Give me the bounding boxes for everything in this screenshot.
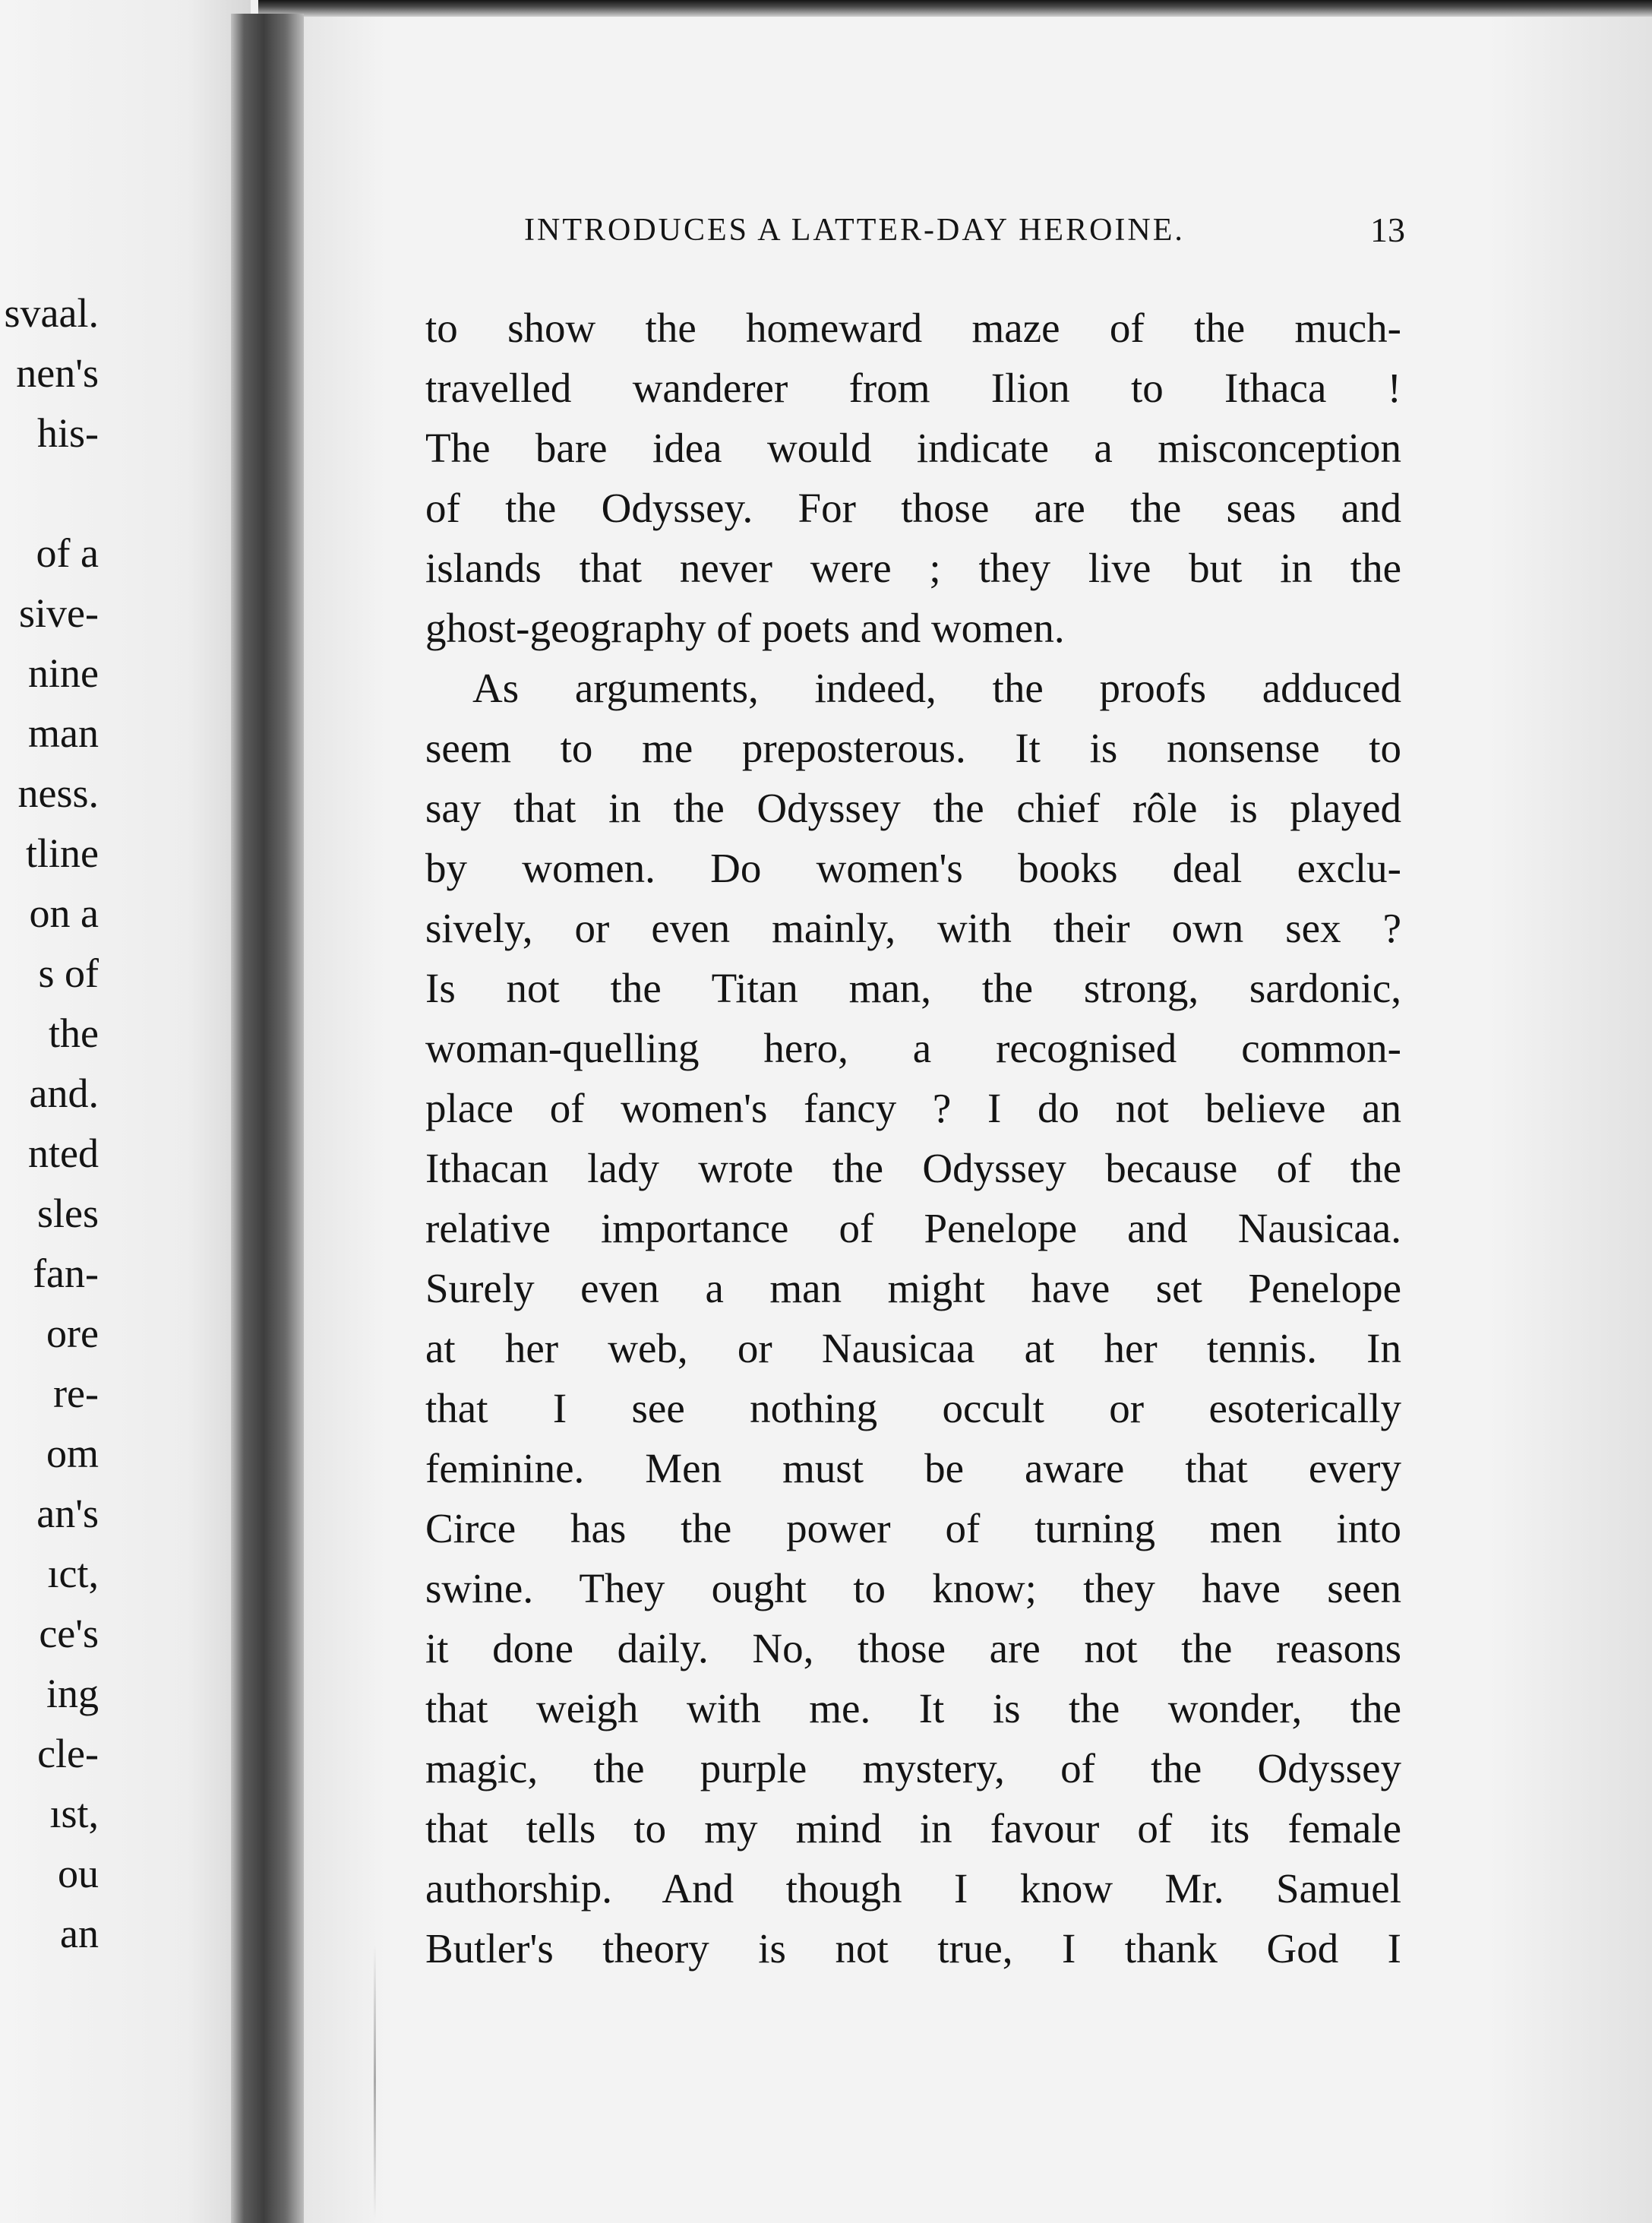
text-line: As arguments, indeed, the proofs adduced (472, 665, 1401, 711)
text-line: sively, or even mainly, with their own sex ? (425, 905, 1401, 951)
running-head (524, 204, 1405, 257)
left-fragment: an (60, 1911, 99, 1956)
text-line: magic, the purple mystery, of the Odyssey (425, 1745, 1401, 1791)
page-crease (374, 1945, 376, 2218)
text-line: travelled wanderer from Ilion to Ithaca ! (425, 365, 1401, 411)
text-line: it done daily. No, those are not the reasons (425, 1625, 1401, 1671)
left-fragment: ness. (17, 770, 99, 816)
left-fragment: ce's (39, 1611, 99, 1656)
left-fragment: tline (26, 830, 99, 876)
left-fragment: on a (29, 890, 99, 936)
left-fragment: ore (46, 1311, 99, 1356)
left-fragment: the (49, 1010, 99, 1056)
left-fragment: fan- (33, 1251, 99, 1296)
left-fragment: sles (37, 1191, 99, 1236)
text-line: Ithacan lady wrote the Odyssey because of the (425, 1145, 1401, 1191)
text-line: of the Odyssey. For those are the seas and (425, 485, 1401, 531)
left-fragment: an's (36, 1491, 99, 1536)
left-fragment: ıst, (49, 1791, 99, 1836)
left-fragment: s of (38, 950, 99, 996)
left-fragment: and. (29, 1070, 99, 1116)
left-fragment: ing (46, 1671, 99, 1716)
left-fragment: nted (28, 1130, 99, 1176)
running-head-title: INTRODUCES A LATTER-DAY HEROINE. (524, 213, 1185, 248)
left-fragment: om (46, 1431, 99, 1476)
text-line: that tells to my mind in favour of its female (425, 1805, 1401, 1851)
left-page-text-fragments (0, 283, 99, 1964)
text-line: Surely even a man might have set Penelope (425, 1265, 1401, 1311)
text-line: Circe has the power of turning men into (425, 1505, 1401, 1551)
left-fragment (0, 463, 99, 523)
left-fragment: ıct, (47, 1551, 99, 1596)
text-line: that I see nothing occult or esoterically (425, 1385, 1401, 1431)
page-top-shadow (258, 0, 1652, 17)
left-page (0, 0, 251, 2223)
text-line: seem to me preposterous. It is nonsense to (425, 725, 1401, 771)
text-line: by women. Do women's books deal exclu- (425, 845, 1401, 891)
text-line: swine. They ought to know; they have seen (425, 1565, 1401, 1611)
left-fragment: svaal. (4, 290, 99, 336)
text-line: ghost-geography of poets and women. (425, 605, 1065, 651)
text-line: Butler's theory is not true, I thank God I (425, 1925, 1401, 1972)
text-line: Is not the Titan man, the strong, sardonic, (425, 965, 1401, 1011)
text-line: say that in the Odyssey the chief rôle is played (425, 785, 1401, 831)
left-fragment: sive- (19, 590, 99, 636)
text-line: feminine. Men must be aware that every (425, 1445, 1401, 1491)
left-fragment: cle- (37, 1731, 99, 1776)
book-spine-gutter (231, 14, 304, 2223)
text-line: relative importance of Penelope and Nausicaa. (425, 1205, 1401, 1251)
text-line: The bare idea would indicate a misconception (425, 425, 1401, 471)
text-line: place of women's fancy ? I do not believe an (425, 1085, 1401, 1131)
left-fragment: of a (36, 530, 99, 576)
text-line: woman-quelling hero, a recognised common- (425, 1025, 1401, 1071)
left-fragment: nine (28, 650, 99, 696)
left-fragment: his- (37, 410, 99, 456)
left-fragment: ou (58, 1851, 99, 1896)
page-number: 13 (1370, 210, 1405, 249)
text-line: islands that never were ; they live but in the (425, 545, 1401, 591)
body-text (425, 298, 1401, 1978)
left-fragment: man (28, 710, 99, 756)
text-line: authorship. And though I know Mr. Samuel (425, 1865, 1401, 1912)
text-line: that weigh with me. It is the wonder, the (425, 1685, 1401, 1731)
left-fragment: nen's (16, 350, 99, 396)
text-line: to show the homeward maze of the much- (425, 305, 1401, 351)
left-fragment: re- (53, 1371, 99, 1416)
text-line: at her web, or Nausicaa at her tennis. In (425, 1325, 1401, 1371)
